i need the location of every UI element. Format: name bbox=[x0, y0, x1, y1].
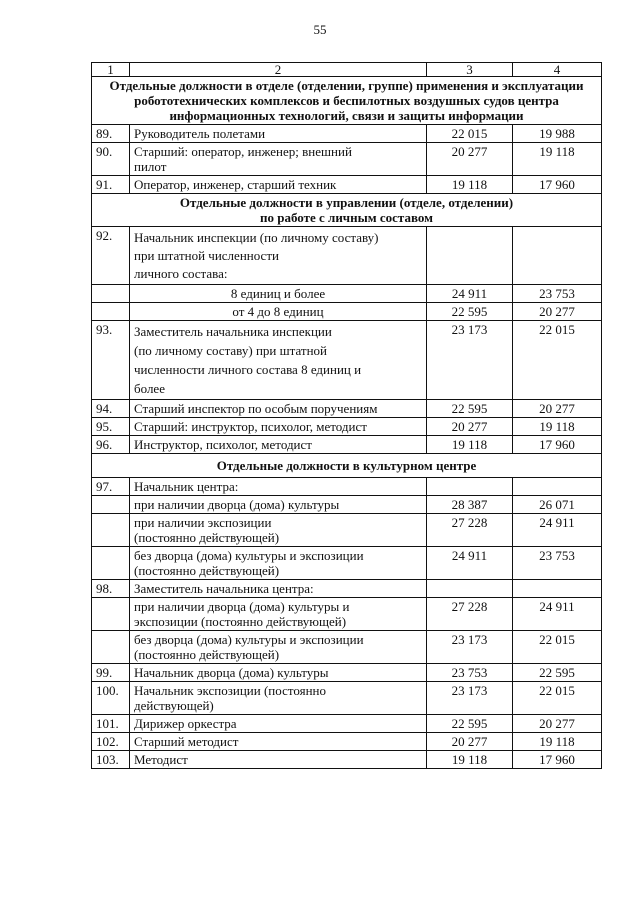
table-row bbox=[92, 664, 602, 682]
section-header-row bbox=[92, 77, 602, 125]
empty-cell bbox=[513, 580, 602, 598]
row-number: 101. bbox=[92, 715, 130, 733]
table-row bbox=[92, 418, 602, 436]
column-number: 4 bbox=[513, 63, 602, 77]
position-title: Заместитель начальника центра: bbox=[130, 580, 427, 598]
title-line: при штатной численности bbox=[134, 248, 279, 263]
title-line: Начальник инспекции (по личному составу) bbox=[134, 230, 379, 245]
position-title: Оператор, инженер, старший техник bbox=[130, 176, 427, 194]
table-row bbox=[92, 751, 602, 769]
salary-value: 17 960 bbox=[513, 176, 602, 194]
salary-value: 19 118 bbox=[513, 143, 602, 176]
row-number: 103. bbox=[92, 751, 130, 769]
salary-value: 23 173 bbox=[427, 682, 513, 715]
empty-cell bbox=[92, 598, 130, 631]
position-title: Старший методист bbox=[130, 733, 427, 751]
position-title: от 4 до 8 единиц bbox=[130, 303, 427, 321]
title-line: пилот bbox=[134, 159, 167, 174]
salary-value: 22 595 bbox=[427, 303, 513, 321]
position-title bbox=[130, 143, 427, 176]
title-line: численности личного состава 8 единиц и bbox=[134, 362, 362, 377]
position-title bbox=[130, 514, 427, 547]
salary-value: 23 753 bbox=[513, 285, 602, 303]
salary-value: 19 118 bbox=[427, 176, 513, 194]
section-header: Отдельные должности в культурном центре bbox=[92, 454, 602, 478]
position-title: Методист bbox=[130, 751, 427, 769]
empty-cell bbox=[427, 478, 513, 496]
column-number: 1 bbox=[92, 63, 130, 77]
salary-value: 22 595 bbox=[513, 664, 602, 682]
position-title: Старший: инструктор, психолог, методист bbox=[130, 418, 427, 436]
row-number: 93. bbox=[92, 321, 130, 400]
section-header-row bbox=[92, 454, 602, 478]
salary-value: 23 173 bbox=[427, 321, 513, 400]
table-row bbox=[92, 321, 602, 400]
salary-value: 24 911 bbox=[427, 547, 513, 580]
position-title: Руководитель полетами bbox=[130, 125, 427, 143]
salary-value: 19 118 bbox=[513, 733, 602, 751]
title-line: действующей) bbox=[134, 698, 214, 713]
section-header-row bbox=[92, 194, 602, 227]
salary-value: 27 228 bbox=[427, 514, 513, 547]
position-title bbox=[130, 227, 427, 285]
table-row bbox=[92, 176, 602, 194]
title-line: Старший: оператор, инженер; внешний bbox=[134, 144, 352, 159]
salary-value: 22 015 bbox=[513, 631, 602, 664]
row-number: 89. bbox=[92, 125, 130, 143]
salary-value: 19 118 bbox=[427, 436, 513, 454]
title-line: (постоянно действующей) bbox=[134, 530, 280, 545]
table-row bbox=[92, 547, 602, 580]
empty-cell bbox=[513, 478, 602, 496]
row-number: 96. bbox=[92, 436, 130, 454]
salary-value: 24 911 bbox=[427, 285, 513, 303]
salary-value: 24 911 bbox=[513, 514, 602, 547]
salary-value: 22 015 bbox=[513, 321, 602, 400]
salary-value: 22 595 bbox=[427, 715, 513, 733]
title-line: (постоянно действующей) bbox=[134, 647, 280, 662]
table-row bbox=[92, 598, 602, 631]
title-line: экспозиции (постоянно действующей) bbox=[134, 614, 347, 629]
position-title bbox=[130, 631, 427, 664]
table-row bbox=[92, 733, 602, 751]
section-header: Отдельные должности в отделе (отделении, группе) применения и эксплуатации робототехнических комплексов и беспилотных воздушных судов центра информационных технологий, связи и защиты информации bbox=[92, 77, 602, 125]
row-number: 97. bbox=[92, 478, 130, 496]
position-title bbox=[130, 682, 427, 715]
empty-cell bbox=[92, 285, 130, 303]
position-title bbox=[130, 321, 427, 400]
table-row bbox=[92, 436, 602, 454]
section-header-line: по работе с личным составом bbox=[259, 210, 434, 225]
salary-value: 17 960 bbox=[513, 436, 602, 454]
page-number: 55 bbox=[313, 22, 327, 37]
title-line: Начальник экспозиции (постоянно bbox=[134, 683, 327, 698]
position-title: Инструктор, психолог, методист bbox=[130, 436, 427, 454]
row-number: 95. bbox=[92, 418, 130, 436]
row-number: 92. bbox=[92, 227, 130, 285]
salary-value: 22 015 bbox=[427, 125, 513, 143]
table-row bbox=[92, 682, 602, 715]
salary-value: 23 173 bbox=[427, 631, 513, 664]
table-row bbox=[92, 285, 602, 303]
title-line: (по личному составу) при штатной bbox=[134, 343, 327, 358]
salary-value: 19 118 bbox=[513, 418, 602, 436]
title-line: при наличии дворца (дома) культуры и bbox=[134, 599, 350, 614]
salary-value: 17 960 bbox=[513, 751, 602, 769]
salary-value: 20 277 bbox=[427, 143, 513, 176]
row-number: 91. bbox=[92, 176, 130, 194]
salary-value: 19 988 bbox=[513, 125, 602, 143]
salary-value: 20 277 bbox=[513, 715, 602, 733]
salary-value: 22 595 bbox=[427, 400, 513, 418]
position-title: Старший инспектор по особым поручениям bbox=[130, 400, 427, 418]
column-number-row bbox=[92, 63, 602, 77]
position-title: 8 единиц и более bbox=[130, 285, 427, 303]
salary-value: 24 911 bbox=[513, 598, 602, 631]
salary-value: 20 277 bbox=[427, 733, 513, 751]
title-line: при наличии экспозиции bbox=[134, 515, 272, 530]
table-row bbox=[92, 478, 602, 496]
title-line: без дворца (дома) культуры и экспозиции bbox=[134, 632, 364, 647]
empty-cell bbox=[92, 496, 130, 514]
salary-value: 22 015 bbox=[513, 682, 602, 715]
table-row bbox=[92, 303, 602, 321]
salary-value: 19 118 bbox=[427, 751, 513, 769]
title-line: более bbox=[134, 381, 165, 396]
empty-cell bbox=[513, 227, 602, 285]
position-title: Начальник дворца (дома) культуры bbox=[130, 664, 427, 682]
empty-cell bbox=[92, 303, 130, 321]
position-title: при наличии дворца (дома) культуры bbox=[130, 496, 427, 514]
table-row bbox=[92, 580, 602, 598]
salary-value: 27 228 bbox=[427, 598, 513, 631]
table-row bbox=[92, 715, 602, 733]
position-title bbox=[130, 598, 427, 631]
position-title bbox=[130, 547, 427, 580]
column-number: 3 bbox=[427, 63, 513, 77]
row-number: 102. bbox=[92, 733, 130, 751]
empty-cell bbox=[427, 227, 513, 285]
salary-value: 20 277 bbox=[513, 400, 602, 418]
empty-cell bbox=[92, 514, 130, 547]
table-row bbox=[92, 143, 602, 176]
row-number: 94. bbox=[92, 400, 130, 418]
salary-value: 28 387 bbox=[427, 496, 513, 514]
table-row bbox=[92, 125, 602, 143]
empty-cell bbox=[92, 631, 130, 664]
empty-cell bbox=[427, 580, 513, 598]
table-row bbox=[92, 400, 602, 418]
position-title: Дирижер оркестра bbox=[130, 715, 427, 733]
salary-value: 23 753 bbox=[513, 547, 602, 580]
salary-value: 23 753 bbox=[427, 664, 513, 682]
title-line: без дворца (дома) культуры и экспозиции bbox=[134, 548, 364, 563]
table-row bbox=[92, 514, 602, 547]
row-number: 98. bbox=[92, 580, 130, 598]
section-header-line: Отдельные должности в управлении (отделе, отделении) bbox=[179, 195, 514, 210]
salary-value: 20 277 bbox=[427, 418, 513, 436]
title-line: личного состава: bbox=[134, 266, 228, 281]
salary-table bbox=[91, 62, 602, 769]
row-number: 90. bbox=[92, 143, 130, 176]
table-row bbox=[92, 631, 602, 664]
row-number: 99. bbox=[92, 664, 130, 682]
empty-cell bbox=[92, 547, 130, 580]
table-row bbox=[92, 496, 602, 514]
salary-value: 20 277 bbox=[513, 303, 602, 321]
salary-value: 26 071 bbox=[513, 496, 602, 514]
section-header bbox=[92, 194, 602, 227]
title-line: (постоянно действующей) bbox=[134, 563, 280, 578]
row-number: 100. bbox=[92, 682, 130, 715]
column-number: 2 bbox=[130, 63, 427, 77]
position-title: Начальник центра: bbox=[130, 478, 427, 496]
title-line: Заместитель начальника инспекции bbox=[134, 324, 332, 339]
table-row bbox=[92, 227, 602, 285]
